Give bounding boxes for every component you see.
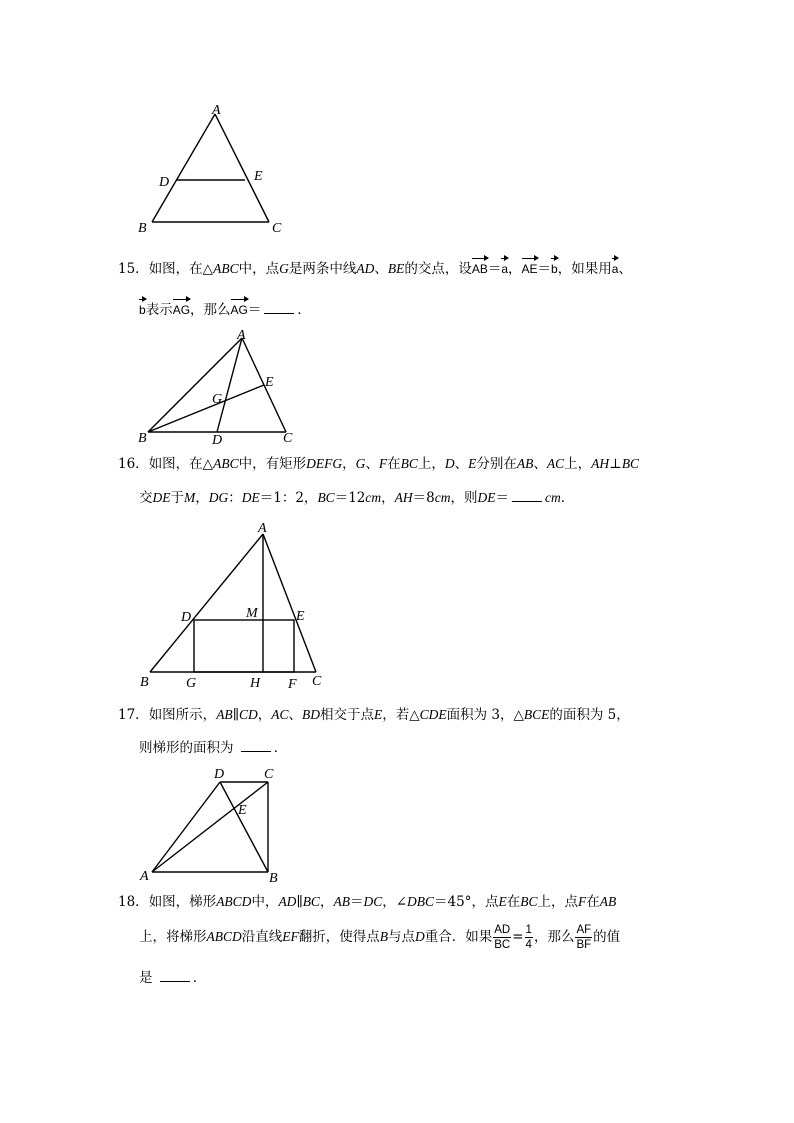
vector-b: b — [551, 256, 558, 278]
label-F: F — [288, 677, 297, 692]
vector-AB: AB — [472, 256, 488, 278]
label-C: C — [283, 431, 293, 446]
fraction-AF-BF: $\frac{AF}{BF}$ — [576, 924, 592, 951]
triangle-figure-q14 — [130, 100, 290, 240]
label-A: A — [258, 521, 267, 536]
label-G: G — [186, 676, 197, 691]
q17-line-2: 则梯形的面积为 ． — [139, 740, 288, 756]
vector-a: a — [501, 256, 508, 278]
label-H: H — [250, 676, 261, 691]
answer-blank-q18 — [160, 968, 190, 982]
fraction-1-4: $\frac{1}{4}$ — [525, 924, 532, 951]
q18-number: 18． — [118, 894, 149, 910]
label-C: C — [264, 767, 274, 782]
label-G: G — [212, 392, 223, 407]
q17-line-1: 17．如图所示，AB∥CD，AC、BD相交于点E，若△CDE面积为 3，△BCE的面积为 5， — [118, 707, 630, 723]
label-D: D — [212, 433, 223, 448]
answer-blank-q16 — [512, 488, 542, 502]
q16-line-1: 16．如图，在△ABC中，有矩形DEFG，G、F在BC上，D、E分别在AB、AC上，AH⊥BC — [118, 456, 640, 472]
fraction-AD-BC: $\frac{AD}{BC}$ — [494, 924, 511, 951]
q18-line-1: 18．如图，梯形ABCD中，AD∥BC，AB＝DC，∠DBC＝45°，点E在BC上，点F在AB — [118, 894, 617, 910]
q18-line-3: 是 ． — [139, 970, 207, 986]
vector-b-2: b — [139, 297, 146, 319]
label-B: B — [138, 431, 147, 446]
label-B: B — [140, 675, 149, 690]
label-E: E — [265, 375, 274, 390]
triangle-rectangle-figure-q16 — [130, 514, 340, 694]
label-A: A — [237, 328, 246, 343]
q18-line-2: 上，将梯形ABCD沿直线EF翻折，使得点B与点D重合．如果 $\frac{AD}{BC}$ = $\frac{1}{4}$ ，那么 $\frac{AF}{BF}$ 的值 — [139, 924, 621, 951]
q16-line-2: 交DE于M，DG：DE＝1：2，BC＝12cm，AH＝8cm，则DE＝ cm． — [139, 490, 575, 506]
label-C: C — [312, 674, 322, 689]
triangle-medians-figure-q15 — [130, 324, 305, 448]
vector-AG-2: AG — [231, 297, 248, 319]
label-B: B — [138, 221, 147, 236]
label-M: M — [246, 606, 258, 621]
label-B: B — [269, 871, 278, 886]
label-E: E — [296, 609, 305, 624]
answer-blank-q15 — [264, 300, 294, 314]
label-A: A — [140, 869, 149, 884]
q15-line-2: b表示AG，那么AG＝ ． — [139, 297, 311, 319]
q17-number: 17． — [118, 707, 149, 723]
vector-AG: AG — [173, 297, 190, 319]
q16-number: 16． — [118, 456, 149, 472]
label-D: D — [214, 767, 225, 782]
q15-number: 15． — [118, 261, 149, 277]
answer-blank-q17 — [241, 738, 271, 752]
label-D: D — [181, 610, 192, 625]
label-C: C — [272, 221, 282, 236]
label-D: D — [159, 175, 170, 190]
label-E: E — [254, 169, 263, 184]
vector-AE: AE — [522, 256, 538, 278]
vector-a-2: a — [612, 256, 619, 278]
label-E: E — [238, 803, 247, 818]
label-A: A — [212, 103, 221, 118]
trapezoid-figure-q17 — [130, 762, 290, 886]
q15-line-1: 15．如图，在△ABC中，点G是两条中线AD、BE的交点，设AB＝a，AE＝b，如果用a、 — [118, 256, 632, 278]
